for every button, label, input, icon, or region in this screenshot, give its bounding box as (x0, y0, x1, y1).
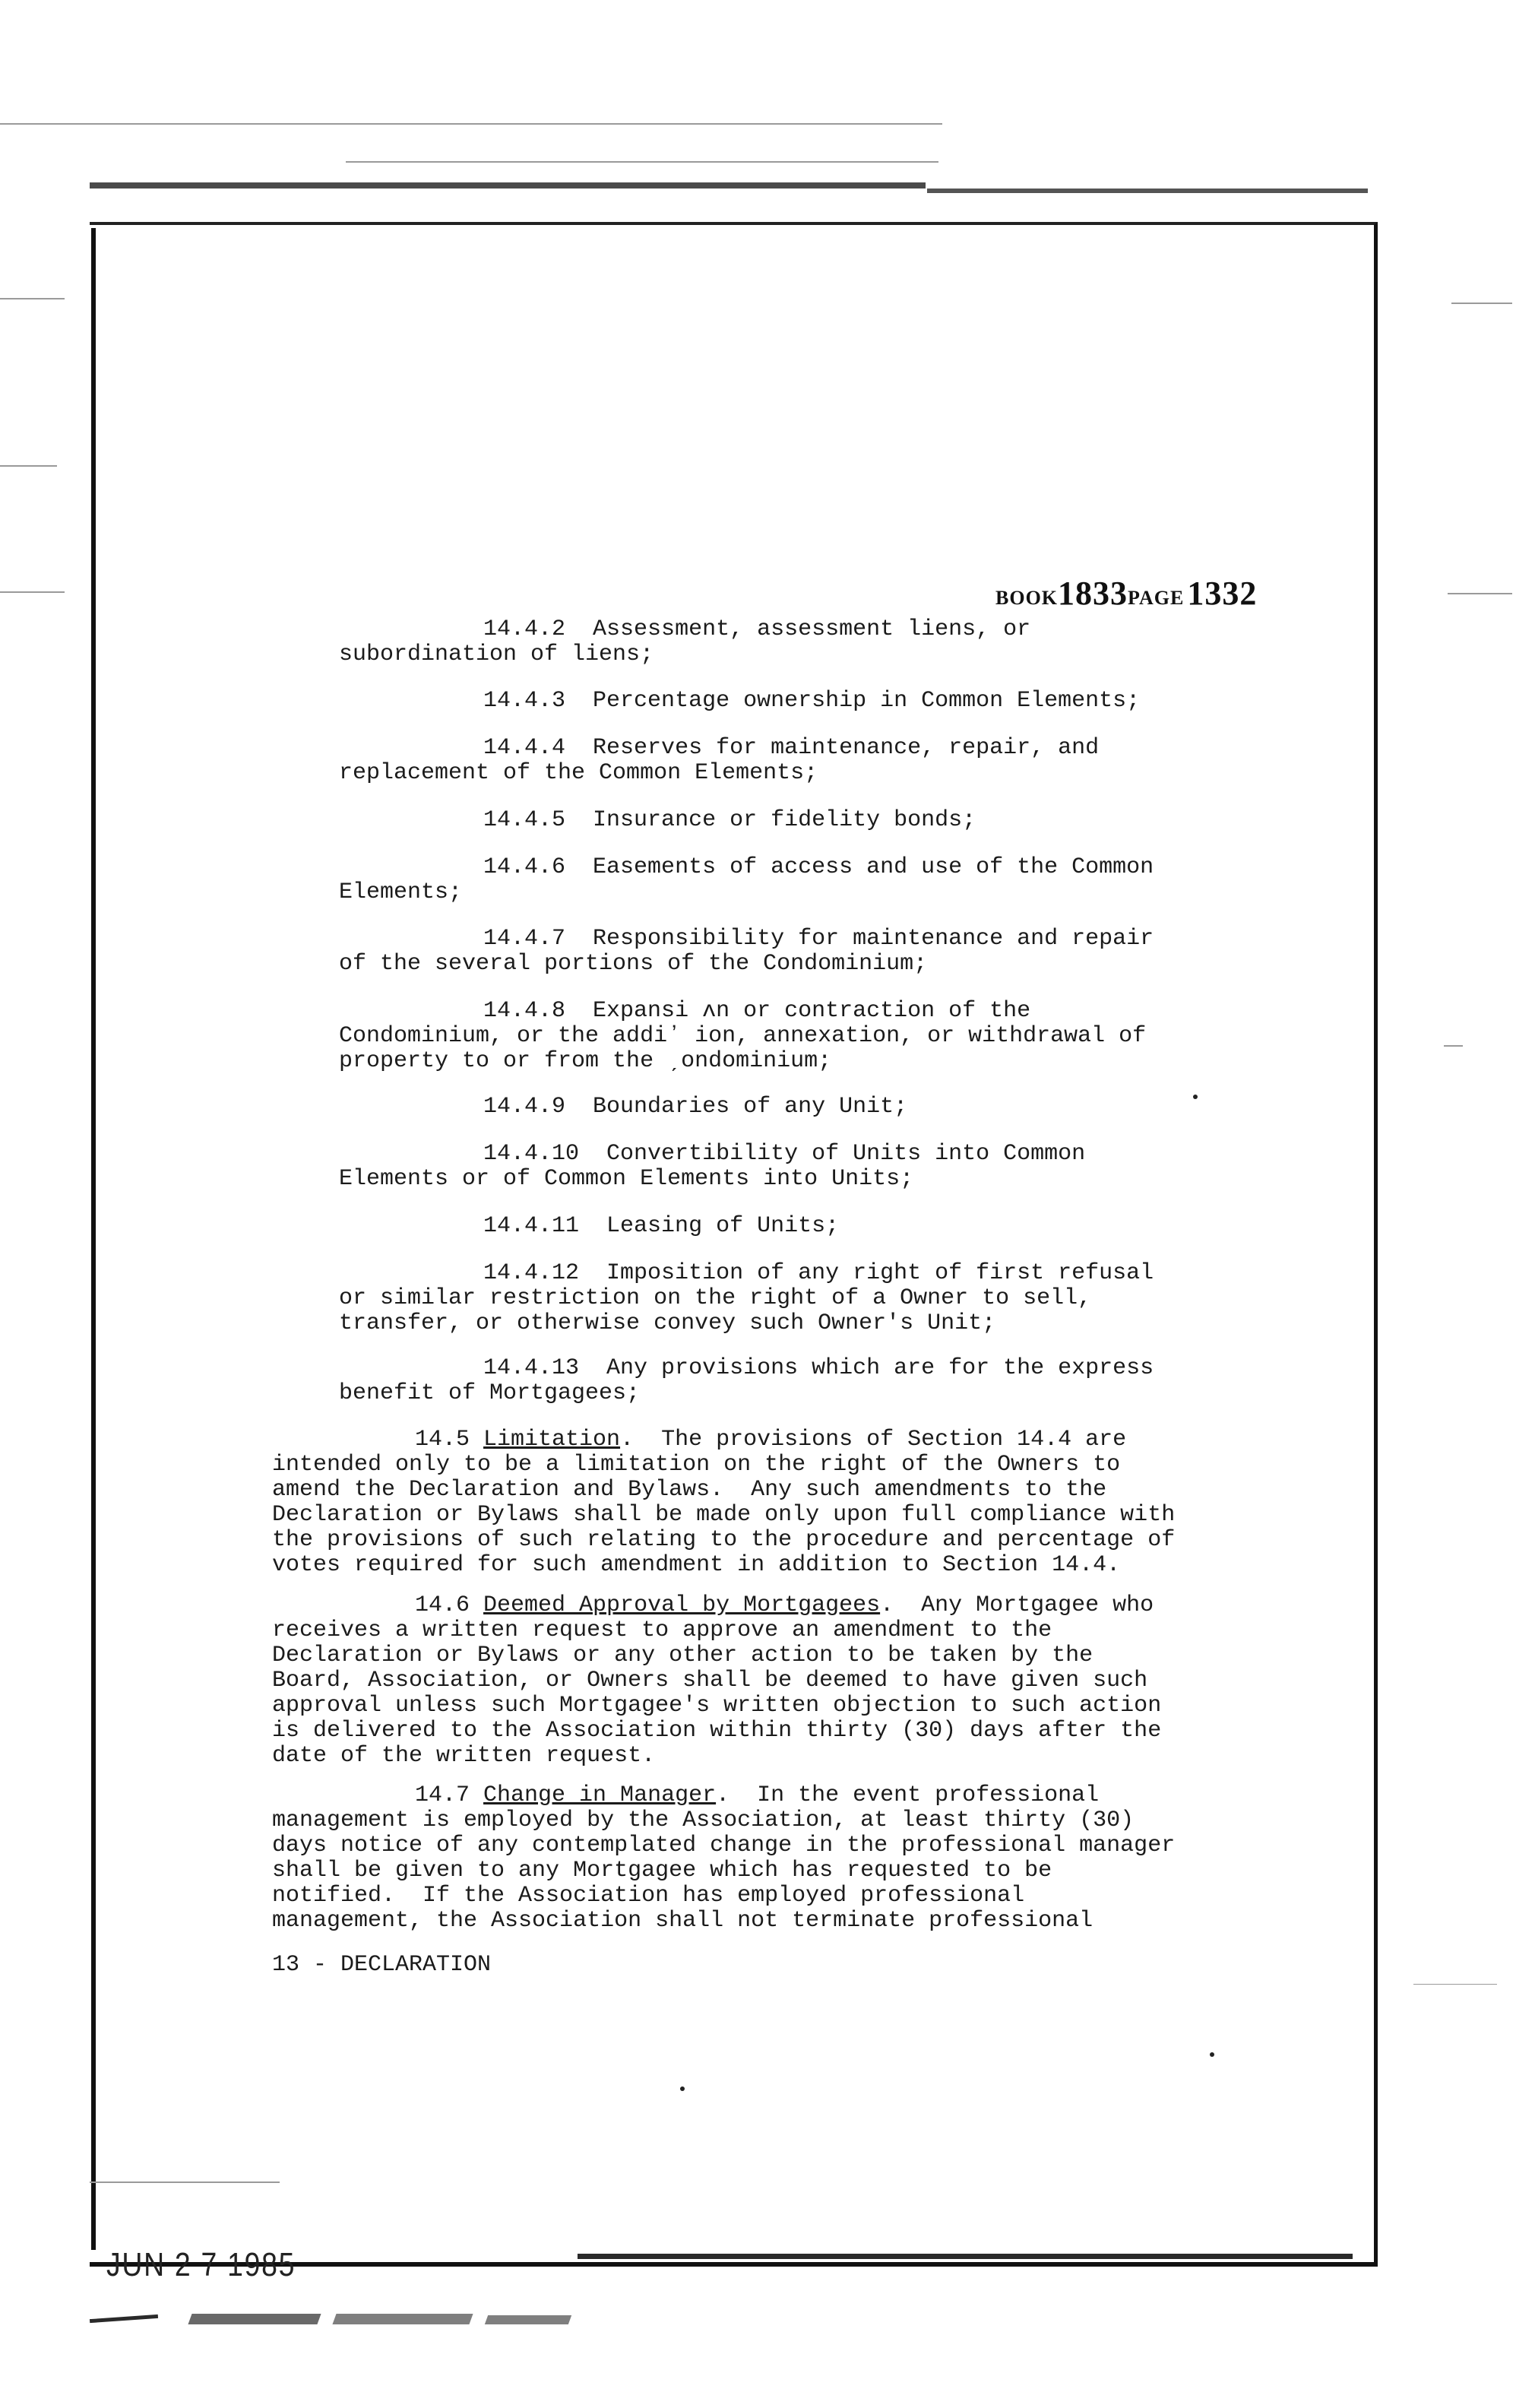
item-14-4-5: 14.4.5 Insurance or fidelity bonds; (483, 807, 976, 833)
speck (1210, 2052, 1214, 2057)
item-14-4-3: 14.4.3 Percentage ownership in Common Elements; (483, 688, 1141, 714)
scan-line (346, 161, 938, 163)
item-14-4-2: 14.4.2 Assessment, assessment liens, or subordination of liens; (339, 616, 1031, 667)
section-heading: Change in Manager (483, 1782, 717, 1808)
section-14-5: 14.5 Limitation. The provisions of Section 14.4 are intended only to be a limitation on the right of the Owners to amend the Declaration and Bylaws. Any such amendments to the Declaration or Bylaws shall be made only upon full compliance with the provisions of such relating to the procedure and percentage of votes required for such amendment in addition to Section 14.4. (272, 1427, 1176, 1578)
scan-artifact (485, 2315, 571, 2324)
section-heading: Limitation (483, 1427, 621, 1453)
scan-margin-mark (1413, 1984, 1497, 1985)
book-label: BOOK (995, 587, 1059, 609)
book-number: 1833 (1058, 575, 1128, 612)
item-14-4-10: 14.4.10 Convertibility of Units into Common Elements or of Common Elements into Units; (339, 1141, 1086, 1192)
scan-artifact (90, 2315, 158, 2323)
speck (680, 2086, 685, 2091)
item-14-4-12: 14.4.12 Imposition of any right of first refusal or similar restriction on the right of a Owner to sell, transfer, or otherwise convey such Owner's Unit; (339, 1260, 1154, 1336)
scan-line (0, 123, 942, 125)
scan-margin-mark (1448, 593, 1512, 594)
scan-artifact (188, 2314, 321, 2324)
scan-margin-mark (0, 298, 65, 299)
scan-top-edge (90, 182, 926, 189)
item-14-4-11: 14.4.11 Leasing of Units; (483, 1213, 840, 1239)
scan-bottom-edge (578, 2254, 1353, 2259)
scan-margin-mark (1444, 1045, 1463, 1047)
scan-line (90, 2181, 280, 2183)
section-14-6: 14.6 Deemed Approval by Mortgagees. Any Mortgagee who receives a written request to approve an amendment to the Declaration or Bylaws or any other action to be taken by the Board, Association, or Owners shall be deemed to have given such approval unless such Mortgagee's written objection to such action is delivered to the Association within thirty (30) days after the date of the written request. (272, 1592, 1162, 1769)
page-left-edge (91, 228, 96, 2250)
item-14-4-4: 14.4.4 Reserves for maintenance, repair, and replacement of the Common Elements; (339, 735, 1100, 786)
section-14-7: 14.7 Change in Manager. In the event professional management is employed by the Association, at least thirty (30) days notice of any contemplated change in the professional manager shall be given to any Mortgagee which has requested to be notified. If the Association has employed professional management, the Association shall not terminate professional (272, 1782, 1176, 1934)
item-14-4-13: 14.4.13 Any provisions which are for the express benefit of Mortgagees; (339, 1355, 1154, 1406)
page-label: PAGE (1128, 587, 1185, 609)
book-page-stamp (995, 574, 1257, 613)
item-14-4-7: 14.4.7 Responsibility for maintenance and repair of the several portions of the Condominium; (339, 926, 1154, 977)
item-14-4-6: 14.4.6 Easements of access and use of the Common Elements; (339, 854, 1154, 905)
scan-margin-mark (0, 465, 57, 467)
item-14-4-8: 14.4.8 Expansi ʌn or contraction of the Condominium, or the addiʼ ion, annexation, or withdrawal of property to or from the ˏondominium; (339, 998, 1147, 1074)
scan-margin-mark (1451, 303, 1512, 304)
item-14-4-9: 14.4.9 Boundaries of any Unit; (483, 1094, 908, 1120)
page-number: 1332 (1187, 575, 1258, 612)
page-footer: 13 - DECLARATION (272, 1952, 492, 1978)
scan-top-edge (927, 189, 1368, 193)
scan-margin-mark (0, 591, 65, 593)
section-heading: Deemed Approval by Mortgagees (483, 1592, 881, 1618)
recording-date-stamp: JUN 2 7 1985 (106, 2246, 296, 2283)
scan-artifact (332, 2314, 473, 2324)
